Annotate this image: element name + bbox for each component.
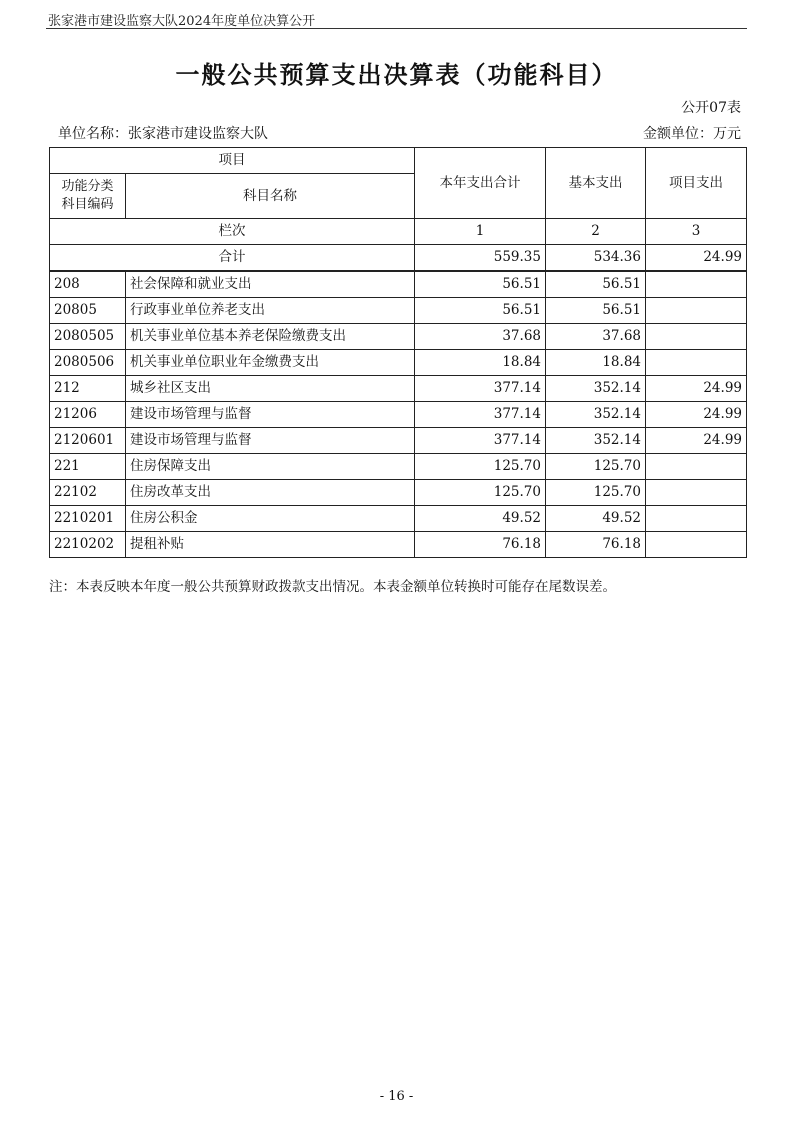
row-total: 377.14 xyxy=(415,376,546,402)
table-row xyxy=(50,506,747,532)
table-number: 公开07表 xyxy=(681,100,741,116)
money-unit: 金额单位：万元 xyxy=(643,126,741,142)
row-code: 20805 xyxy=(50,298,126,324)
row-code: 2120601 xyxy=(50,428,126,454)
row-total: 125.70 xyxy=(415,454,546,480)
row-basic: 56.51 xyxy=(546,271,646,298)
row-project: 24.99 xyxy=(646,376,747,402)
total-amount: 559.35 xyxy=(415,245,546,272)
header-project-expense: 项目支出 xyxy=(646,148,747,219)
table-row xyxy=(50,350,747,376)
table-note: 注：本表反映本年度一般公共预算财政拨款支出情况。本表金额单位转换时可能存在尾数误差。 xyxy=(49,579,616,595)
row-code: 21206 xyxy=(50,402,126,428)
header-name: 科目名称 xyxy=(126,174,415,219)
row-basic: 37.68 xyxy=(546,324,646,350)
row-name: 提租补贴 xyxy=(126,532,415,558)
page-title: 一般公共预算支出决算表（功能科目） xyxy=(175,60,618,89)
row-total: 377.14 xyxy=(415,428,546,454)
row-name: 住房公积金 xyxy=(126,506,415,532)
table-row xyxy=(50,402,747,428)
table-row xyxy=(50,428,747,454)
row-basic: 352.14 xyxy=(546,402,646,428)
row-basic: 352.14 xyxy=(546,376,646,402)
row-project: 24.99 xyxy=(646,428,747,454)
row-project xyxy=(646,350,747,376)
table-row xyxy=(50,298,747,324)
row-code: 22102 xyxy=(50,480,126,506)
total-label: 合计 xyxy=(50,245,415,272)
total-project: 24.99 xyxy=(646,245,747,272)
header-basic: 基本支出 xyxy=(546,148,646,219)
row-name: 行政事业单位养老支出 xyxy=(126,298,415,324)
table-row xyxy=(50,376,747,402)
row-code: 2210202 xyxy=(50,532,126,558)
row-project xyxy=(646,506,747,532)
row-basic: 125.70 xyxy=(546,480,646,506)
row-basic: 56.51 xyxy=(546,298,646,324)
row-name: 建设市场管理与监督 xyxy=(126,402,415,428)
row-project xyxy=(646,271,747,298)
row-code: 221 xyxy=(50,454,126,480)
row-name: 住房保障支出 xyxy=(126,454,415,480)
table-row xyxy=(50,480,747,506)
row-name: 住房改革支出 xyxy=(126,480,415,506)
table-row xyxy=(50,454,747,480)
row-basic: 125.70 xyxy=(546,454,646,480)
table-row xyxy=(50,271,747,298)
total-basic: 534.36 xyxy=(546,245,646,272)
row-basic: 18.84 xyxy=(546,350,646,376)
header-code xyxy=(50,174,126,219)
row-project: 24.99 xyxy=(646,402,747,428)
row-basic: 76.18 xyxy=(546,532,646,558)
row-project xyxy=(646,454,747,480)
row-code: 2080505 xyxy=(50,324,126,350)
row-project xyxy=(646,324,747,350)
table-row xyxy=(50,324,747,350)
row-name: 社会保障和就业支出 xyxy=(126,271,415,298)
row-total: 56.51 xyxy=(415,271,546,298)
row-name: 建设市场管理与监督 xyxy=(126,428,415,454)
row-project xyxy=(646,532,747,558)
row-code: 208 xyxy=(50,271,126,298)
row-project xyxy=(646,298,747,324)
row-name: 机关事业单位基本养老保险缴费支出 xyxy=(126,324,415,350)
header-total: 本年支出合计 xyxy=(415,148,546,219)
column-index-label: 栏次 xyxy=(50,219,415,245)
row-code: 2080506 xyxy=(50,350,126,376)
document-header: 张家港市建设监察大队2024年度单位决算公开 xyxy=(48,14,316,29)
table-row xyxy=(50,532,747,558)
row-total: 56.51 xyxy=(415,298,546,324)
row-basic: 352.14 xyxy=(546,428,646,454)
header-project: 项目 xyxy=(50,148,415,174)
unit-name: 单位名称：张家港市建设监察大队 xyxy=(58,126,268,142)
column-index-2: 2 xyxy=(546,219,646,245)
header-rule xyxy=(46,28,747,29)
row-code: 212 xyxy=(50,376,126,402)
row-name: 城乡社区支出 xyxy=(126,376,415,402)
page-number: - 16 - xyxy=(379,1089,414,1104)
budget-table xyxy=(49,147,747,558)
row-total: 377.14 xyxy=(415,402,546,428)
column-index-1: 1 xyxy=(415,219,546,245)
row-basic: 49.52 xyxy=(546,506,646,532)
column-index-3: 3 xyxy=(646,219,747,245)
header-code-line2: 科目编码 xyxy=(61,197,114,212)
row-code: 2210201 xyxy=(50,506,126,532)
row-total: 125.70 xyxy=(415,480,546,506)
row-name: 机关事业单位职业年金缴费支出 xyxy=(126,350,415,376)
row-total: 18.84 xyxy=(415,350,546,376)
header-code-line1: 功能分类 xyxy=(61,179,114,194)
row-total: 76.18 xyxy=(415,532,546,558)
row-total: 37.68 xyxy=(415,324,546,350)
row-total: 49.52 xyxy=(415,506,546,532)
row-project xyxy=(646,480,747,506)
